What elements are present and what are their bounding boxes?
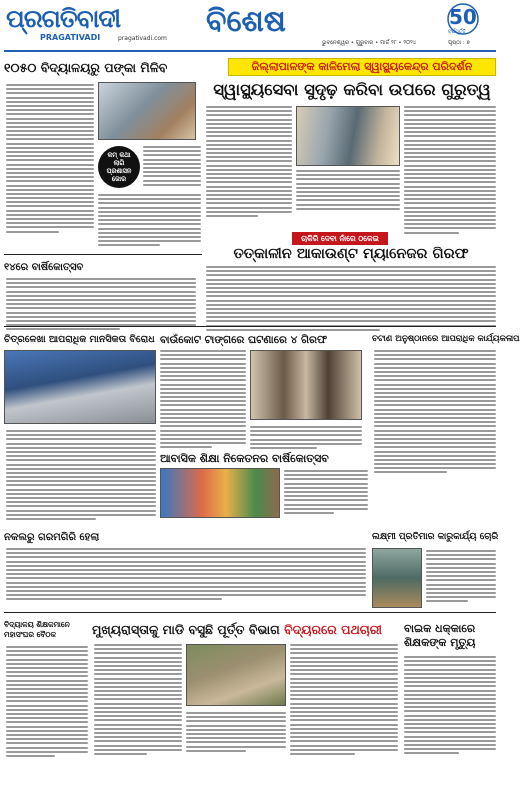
- s1-callout: [98, 146, 140, 188]
- s12-body-col1: [94, 644, 182, 755]
- s9-body: [426, 550, 496, 602]
- mid-rule: [4, 326, 496, 327]
- section-title: ବିଶେଷ: [206, 4, 286, 39]
- website: pragativadi.com: [118, 35, 167, 42]
- s2-body-col3: [404, 106, 496, 234]
- s3-kicker: [292, 232, 388, 245]
- s4-headline: ୧୪ରେ ବାର୍ଷିକୋତ୍ସବ: [4, 262, 84, 273]
- s12-body-col3: [290, 644, 398, 755]
- anniversary-text: ବର୍ଷପୂର୍ତ୍ତି: [448, 29, 466, 35]
- s8-headline: ନକଲରୁ ଗରମଗିରି ହେଲା: [4, 532, 100, 543]
- s12-headline-a: ମୁଖ୍ୟରାସ୍ତାକୁ ମାଡି ବସୁଛି ପୂର୍ତ୍ତ ବିଭାଗ: [92, 622, 285, 637]
- s11-body: [6, 646, 88, 757]
- s2-body-col1: [206, 106, 292, 217]
- s1-rule: [4, 254, 202, 255]
- s7-headline: ଆବାସିକ ଶିକ୍ଷା ନିକେତନର ବାର୍ଷିକୋତ୍ସବ: [160, 452, 329, 465]
- s9-headline: ଲକ୍ଷ୍ମୀ ପ୍ରତିମାର କାରୁକାର୍ଯ୍ୟ ଚୋରି: [372, 532, 499, 542]
- anniversary-number: 50: [449, 5, 477, 29]
- s11-headline: ବିଦ୍ୟାଳୟ ଶିକ୍ଷକମାନେ ମହାସଂଘର ବୈଠକ: [4, 620, 70, 639]
- logo: ପ୍ରଗତିବାଦୀ: [6, 4, 121, 33]
- s2-photo: [296, 106, 400, 166]
- s5-body-col2: [250, 426, 362, 449]
- s10-headline: ଚଟାଣ ଅନୁଷ୍ଠାନରେ ଆପରାଧିକ କାର୍ଯ୍ୟକଳାପ: [372, 334, 520, 344]
- banner: [228, 58, 496, 76]
- s6-body: [6, 430, 156, 520]
- s2-body-col2: [296, 170, 400, 210]
- s13-body: [404, 656, 496, 754]
- s1-body-col3: [98, 194, 201, 246]
- s3-kicker-text: ଚାକିରି ଦେବା ନାଁରେ ଠକେଇ: [301, 233, 379, 243]
- s12-headline: [92, 622, 398, 638]
- s1-photo: [98, 82, 196, 140]
- s7-photo: [160, 468, 280, 518]
- s12-body-col2: [186, 712, 286, 752]
- masthead-rule: [4, 50, 496, 52]
- s1-body-col2: [143, 146, 201, 186]
- s13-headline: ବାଇକ ଧକ୍କାରେ ଶିକ୍ଷକଙ୍କ ମୃତ୍ୟୁ: [404, 622, 476, 649]
- s6-headline: ଚିତ୍ରଳେଖା ଆପରାଧିକ ମାନସିକତା ବିରୋଧ: [4, 334, 155, 345]
- s7-body: [284, 470, 368, 514]
- s5-photo: [250, 350, 362, 420]
- s1-headline: ୧୦୫୦ ବିଦ୍ୟାଳୟରୁ ପଙ୍କା ମିଳିବ: [4, 60, 168, 75]
- s3-headline: ତତ୍କାଳୀନ ଆକାଉଣ୍ଟ ମ୍ୟାନେଜର ଗିରଫ: [233, 246, 469, 262]
- s5-headline: ବାଉଁକୋଟ ଟାଙ୍ଗରେ ଘଟଣାରେ ୪ ଗିରଫ: [160, 334, 328, 346]
- s2-headline: ସ୍ୱାସ୍ଥ୍ୟସେବା ସୁଦୃଢ଼ କରିବା ଉପରେ ଗୁରୁତ୍ୱ: [213, 80, 491, 99]
- s12-photo: [186, 644, 286, 706]
- s3-body: [206, 266, 496, 331]
- banner-text: ଜିଲ୍ଲାପାଳଙ୍କ କାଳିମେଲା ସ୍ୱାସ୍ଥ୍ୟକେନ୍ଦ୍ର ପରିଦର୍ଶନ: [251, 60, 473, 73]
- anniversary-logo: [436, 2, 490, 38]
- s12-headline-b: ବିଦ୍ୟରରେ ପଥଚାରୀ: [284, 622, 382, 637]
- s9-photo: [372, 548, 422, 608]
- lower-rule: [4, 612, 496, 613]
- dateline: ଭୁବନେଶ୍ୱର • ଗୁରୁବାର • ମାର୍ଚ୍ଚ ୨୮ • ୨୦୨୪: [322, 40, 417, 46]
- s4-body: [6, 278, 196, 330]
- s1-callout-text: କମ୍ କଥା ଲାଗି ପ୍ରଶାସନ ଜୋର: [106, 151, 132, 183]
- s5-body-col1: [160, 350, 246, 448]
- masthead: [0, 0, 500, 52]
- logo-subtitle: PRAGATIVADI: [40, 33, 101, 42]
- s10-body: [374, 350, 496, 473]
- s8-body: [6, 548, 366, 600]
- page-number: ପୃଷ୍ଠା : ୭: [448, 40, 470, 46]
- s1-body-col1: [6, 84, 94, 233]
- s6-photo: [4, 350, 156, 424]
